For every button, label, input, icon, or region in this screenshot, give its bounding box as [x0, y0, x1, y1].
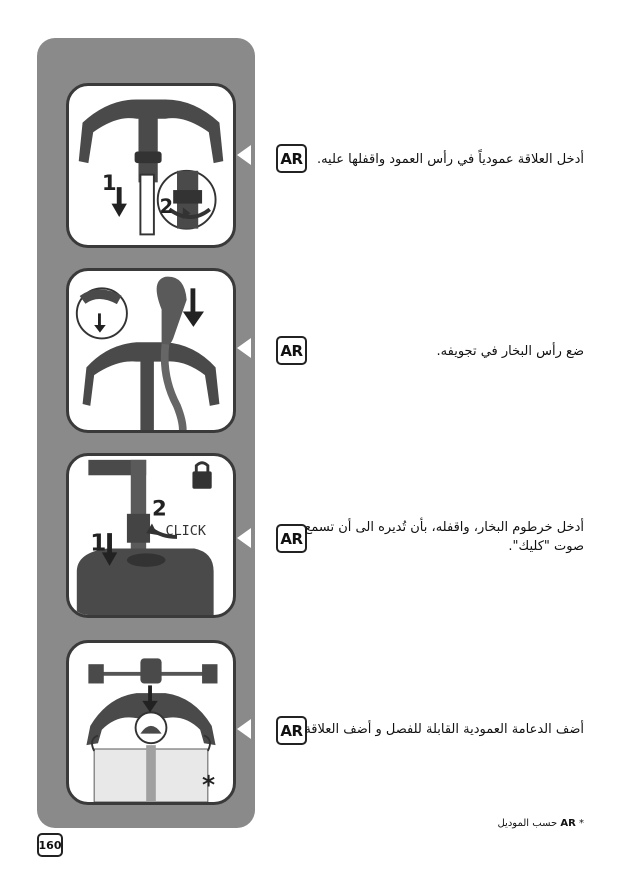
ar-badge: AR [276, 144, 307, 173]
illustration-hose-connect [66, 453, 236, 618]
step3-number-2: 2 [151, 495, 167, 521]
footnote-marker: * [579, 818, 584, 829]
footnote [497, 818, 584, 829]
ar-badge: AR [276, 336, 307, 365]
page-number: 160 [37, 833, 63, 857]
illustration-hanger-support [66, 640, 236, 805]
ar-badge: AR [276, 524, 307, 553]
footnote-badge: AR [560, 818, 576, 829]
step-1-text: أدخل العلاقة عمودياً في رأس العمود واقفلها عليه. [316, 152, 584, 167]
footnote-text: حسب الموديل [497, 818, 558, 829]
step1-number-1: 1 [101, 170, 117, 196]
step-2-text: ضع رأس البخار في تجويفه. [436, 344, 584, 359]
panel-pointer [237, 719, 251, 739]
panel-pointer [237, 145, 251, 165]
step3-number-1: 1 [90, 530, 107, 557]
panel-pointer [237, 338, 251, 358]
asterisk-mark: * [202, 770, 216, 800]
illustration-hanger-lock [66, 83, 236, 248]
panel-pointer [237, 528, 251, 548]
step-3-text: أدخل خرطوم البخار، واقفله، بأن تُديره الى أن تسمع صوت "كليك". [304, 520, 584, 554]
step1-number-2: 2 [159, 195, 174, 219]
step-4-text: أضف الدعامة العمودية القابلة للفصل و أضف العلاقة [304, 722, 584, 737]
click-label: CLICK [165, 523, 207, 540]
ar-badge: AR [276, 716, 307, 745]
illustration-steam-head [66, 268, 236, 433]
